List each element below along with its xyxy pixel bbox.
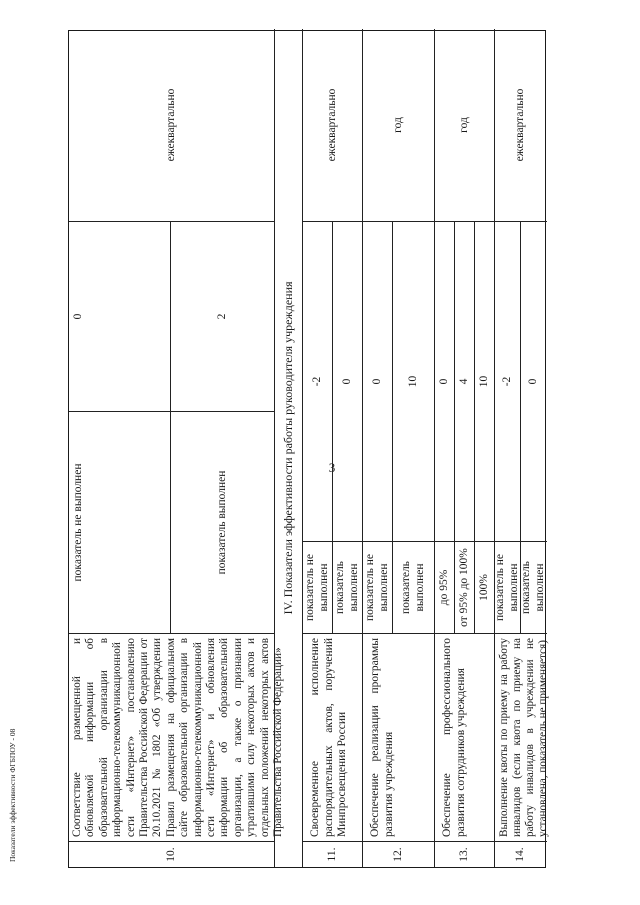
row-13-score-1-text: 0 xyxy=(437,378,450,385)
row-11-score-2-text: 0 xyxy=(340,378,353,385)
row-11-number xyxy=(303,841,363,867)
row-10-condition-1-text: показатель не выполнен xyxy=(72,463,84,582)
row-13-score-2 xyxy=(455,221,475,541)
row-12-criterion-text: Обеспечение реализации программы развития учреждения xyxy=(369,638,395,837)
row-10-number xyxy=(69,841,275,867)
row-14-score-1-text: -2 xyxy=(500,376,513,387)
section-iv-title-text: IV. Показатели эффективности работы руководителя учреждения xyxy=(280,281,295,615)
row-10-number-text: 10. xyxy=(164,847,177,862)
row-13-condition-1 xyxy=(435,541,455,633)
row-13-number xyxy=(435,841,495,867)
row-12-score-1 xyxy=(363,221,393,541)
row-12-score-2-text: 10 xyxy=(406,375,419,388)
row-12-condition-1 xyxy=(363,541,393,633)
row-13-number-text: 13. xyxy=(457,847,470,862)
row-11-criterion-text: Своевременное исполнение распорядительных актов, поручений Минпросвещения России xyxy=(309,638,349,837)
row-14-number xyxy=(495,841,547,867)
row-11-number-text: 11. xyxy=(325,847,338,862)
row-13-condition-1-text: до 95% xyxy=(437,569,450,606)
row-13-criterion xyxy=(435,633,495,841)
row-13-period-text: год xyxy=(457,117,470,133)
row-14-condition-2-text: показатель выполнен xyxy=(520,561,546,614)
row-14-condition-1-text: показатель не выполнен xyxy=(493,553,520,622)
row-10-condition-1 xyxy=(69,411,171,633)
footer-text: Показатели эффективности ФГБПОУ - 08 xyxy=(8,728,17,862)
row-13-period xyxy=(435,29,495,221)
row-10-score-2-text: 2 xyxy=(215,313,228,320)
row-11-score-1 xyxy=(303,221,333,541)
row-11-condition-2 xyxy=(333,541,363,633)
row-12-criterion xyxy=(363,633,435,841)
row-10-condition-2-text: показатель выполнен xyxy=(215,470,228,575)
row-11-score-2 xyxy=(333,221,363,541)
row-13-score-2-text: 4 xyxy=(457,378,470,385)
row-14-score-2-text: 0 xyxy=(527,378,540,385)
row-14-score-2 xyxy=(521,221,547,541)
row-10-criterion-text: Соответствие размещенной и обновляемой информации об образовательной организации в информационно-телекоммуникационной сети «Интернет» постановлению Правительства Российской Федерации от 20.10.2021 № 1802 «Об утверждении Правил размещения на официальном сайте образовательной организации в информационно-телекоммуникационной сети «Интернет» и обновления информации об образовательной организации, а также о признании утратившими силу некоторых актов и отдельных положений некоторых актов Правительства Российской Федерации» xyxy=(71,638,285,837)
row-12-number-text: 12. xyxy=(391,847,404,862)
row-14-number-text: 14. xyxy=(514,847,527,862)
row-14-period xyxy=(495,29,547,221)
row-12-number xyxy=(363,841,435,867)
row-10-condition-2 xyxy=(171,411,275,633)
row-14-condition-1 xyxy=(495,541,521,633)
row-11-condition-1-text: показатель не выполнен xyxy=(303,553,330,622)
row-13-score-1 xyxy=(435,221,455,541)
row-13-score-3-text: 10 xyxy=(477,375,490,388)
row-12-period xyxy=(363,29,435,221)
indicators-table xyxy=(68,30,549,868)
row-12-period-text: год xyxy=(391,117,404,133)
row-14-score-1 xyxy=(495,221,521,541)
row-13-score-3 xyxy=(475,221,495,541)
row-14-criterion-text: Выполнение квоты по приему на работу инвалидов (если квота по приему на работу инвалидов в учреждении не установлена, показатель не применяется) xyxy=(498,638,549,837)
row-10-score-1-text: 0 xyxy=(72,313,84,320)
row-11-score-1-text: -2 xyxy=(310,376,323,387)
row-11-period-text: ежеквартально xyxy=(325,88,338,162)
row-12-score-1-text: 0 xyxy=(370,378,383,385)
row-13-criterion-text: Обеспечение профессионального развития сотрудников учреждения xyxy=(441,638,467,837)
row-11-criterion xyxy=(303,633,363,841)
row-10-criterion xyxy=(69,633,285,841)
row-13-condition-3-text: 100% xyxy=(477,574,490,601)
row-12-condition-1-text: показатель не выполнен xyxy=(363,553,390,622)
row-14-condition-2 xyxy=(521,541,547,633)
rotated-table-sheet xyxy=(68,30,549,868)
row-14-period-text: ежеквартально xyxy=(514,88,527,162)
row-11-condition-1 xyxy=(303,541,333,633)
row-10-score-1 xyxy=(69,221,171,411)
row-14-criterion xyxy=(495,633,547,841)
row-12-condition-2-text: показатель выполнен xyxy=(399,561,426,614)
page-number: 3 xyxy=(328,460,336,475)
row-12-condition-2 xyxy=(393,541,435,633)
section-iv-title xyxy=(275,29,303,867)
row-13-condition-2-text: от 95% до 100% xyxy=(457,548,470,627)
row-12-score-2 xyxy=(393,221,435,541)
row-10-period xyxy=(69,29,275,221)
row-13-condition-3 xyxy=(475,541,495,633)
row-11-condition-2-text: показатель выполнен xyxy=(333,561,360,614)
row-11-period xyxy=(303,29,363,221)
row-13-condition-2 xyxy=(455,541,475,633)
row-10-score-2 xyxy=(171,221,275,411)
row-10-period-text: ежеквартально xyxy=(164,88,177,162)
